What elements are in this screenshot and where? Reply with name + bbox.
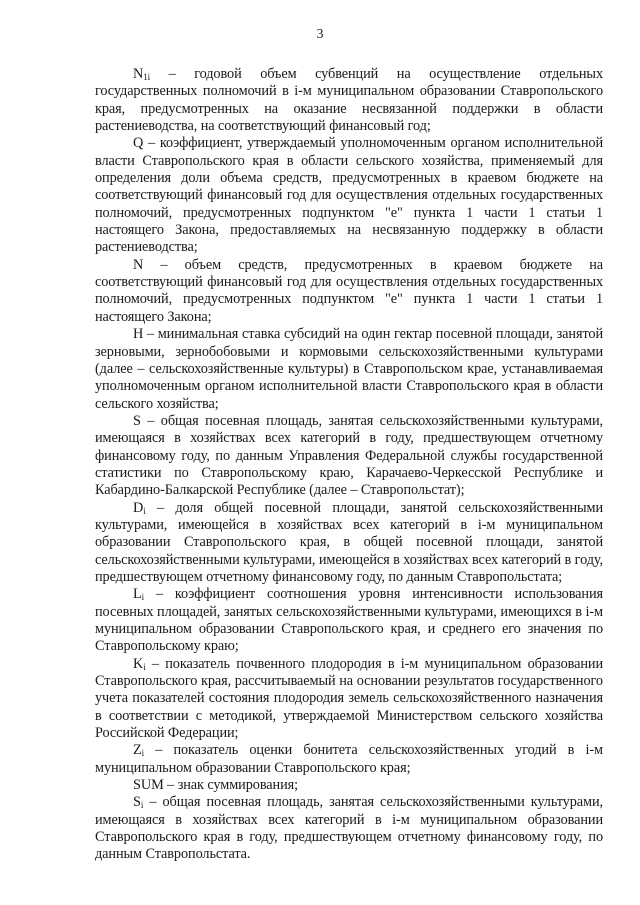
- definition-n: [95, 257, 603, 326]
- definitions-list: [95, 66, 603, 864]
- symbol: $L_i$: [133, 586, 145, 603]
- definition-text: – доля общей посевной площади, занятой сельскохозяйственными культурами, имеющейся в хозяйствах всех категорий в i-м муниципальном образовании Ставропольского края, в общей посевной площади, занятой сельскохозяйственными культурами, имеющейся в хозяйствах всех категорий в году, предшествующем отчетному финансовому году, по данным Ставропольстата;: [95, 499, 603, 585]
- page-number: 3: [316, 27, 324, 42]
- definition-text: – показатель почвенного плодородия в i-м муниципальном образовании Ставропольского края, рассчитываемый на основании результатов государственного учета показателей состояния плодородия земель сельскохозяйственного назначения в соответствии с методикой, утверждаемой Министерством сельского хозяйства Российской Федерации;: [95, 655, 603, 742]
- symbol: $Z_i$: [133, 742, 145, 759]
- symbol: $S_i$: [133, 794, 144, 811]
- definition-ki: [95, 656, 603, 743]
- symbol: $D_i$: [133, 499, 146, 516]
- definition-h: [95, 326, 603, 413]
- symbol: SUM: [133, 777, 164, 794]
- definition-text: – знак суммирования;: [163, 777, 298, 794]
- definition-text: – показатель оценки бонитета сельскохозяйственных угодий в i-м муниципальном образовании Ставропольского края;: [95, 742, 603, 776]
- symbol: Н: [133, 326, 144, 343]
- definition-s: [95, 413, 603, 500]
- definition-n1i: [95, 66, 603, 135]
- definition-q: [95, 135, 603, 256]
- symbol: Q: [133, 135, 144, 152]
- definition-zi: [95, 742, 603, 777]
- symbol: $K_i$: [133, 655, 146, 672]
- symbol: S: [133, 412, 141, 429]
- definition-text: – коэффициент, утверждаемый уполномоченным органом исполнительной власти Ставропольского края в области сельского хозяйства, применяемый для определения доли объема средств, предусмотренных в краевом бюджете на соответствующий финансовый год для осуществления отдельных государственных полномочий, предусмотренных подпунктом "е" пункта 1 части 1 статьи 1 настоящего Закона, предоставляемых на несвязанную поддержку в области растениеводства;: [95, 135, 603, 256]
- definition-li: [95, 586, 603, 655]
- definition-si: [95, 794, 603, 863]
- definition-text: – общая посевная площадь, занятая сельскохозяйственными культурами, имеющаяся в хозяйствах всех категорий в i-м муниципальном образовании Ставропольского края в году, предшествующем отчетному финансовому году, по данным Ставропольстата.: [95, 794, 603, 863]
- symbol: N: [133, 256, 144, 273]
- definition-text: – объем средств, предусмотренных в краевом бюджете на соответствующий финансовый год для осуществления отдельных государственных полномочий, предусмотренных подпунктом "е" пункта 1 части 1 статьи 1 настоящего Закона;: [95, 256, 603, 325]
- definition-text: – общая посевная площадь, занятая сельскохозяйственными культурами, имеющаяся в хозяйствах всех категорий в году, предшествующем отчетному финансовому году, по данным Управления Федеральной службы государственной статистики по Ставропольскому краю, Карачаево-Черкесской Республике и Кабардино-Балкарской Республике (далее – Ставропольстат);: [95, 412, 603, 499]
- definition-text: – годовой объем субвенций на осуществление отдельных государственных полномочий в i-м муниципальном образовании Ставропольского края, предусмотренных на оказание несвязанной поддержки в области растениеводства, на соответствующий финансовый год;: [95, 66, 603, 135]
- definition-sum: [95, 777, 603, 794]
- definition-text: – минимальная ставка субсидий на один гектар посевной площади, занятой зерновыми, зернобобовыми и кормовыми сельскохозяйственными культурами (далее – сельскохозяйственные культуры) в Ставропольском крае, устанавливаемая уполномоченным органом исполнительной власти Ставропольского края в области сельского хозяйства;: [95, 326, 603, 412]
- symbol: $N_{1i}$: [133, 66, 151, 82]
- definition-di: [95, 500, 603, 587]
- definition-text: – коэффициент соотношения уровня интенсивности использования посевных площадей, занятых сельскохозяйственными культурами, имеющихся в i-м муниципальном образовании Ставропольского края, и среднего его значения по Ставропольскому краю;: [95, 586, 603, 655]
